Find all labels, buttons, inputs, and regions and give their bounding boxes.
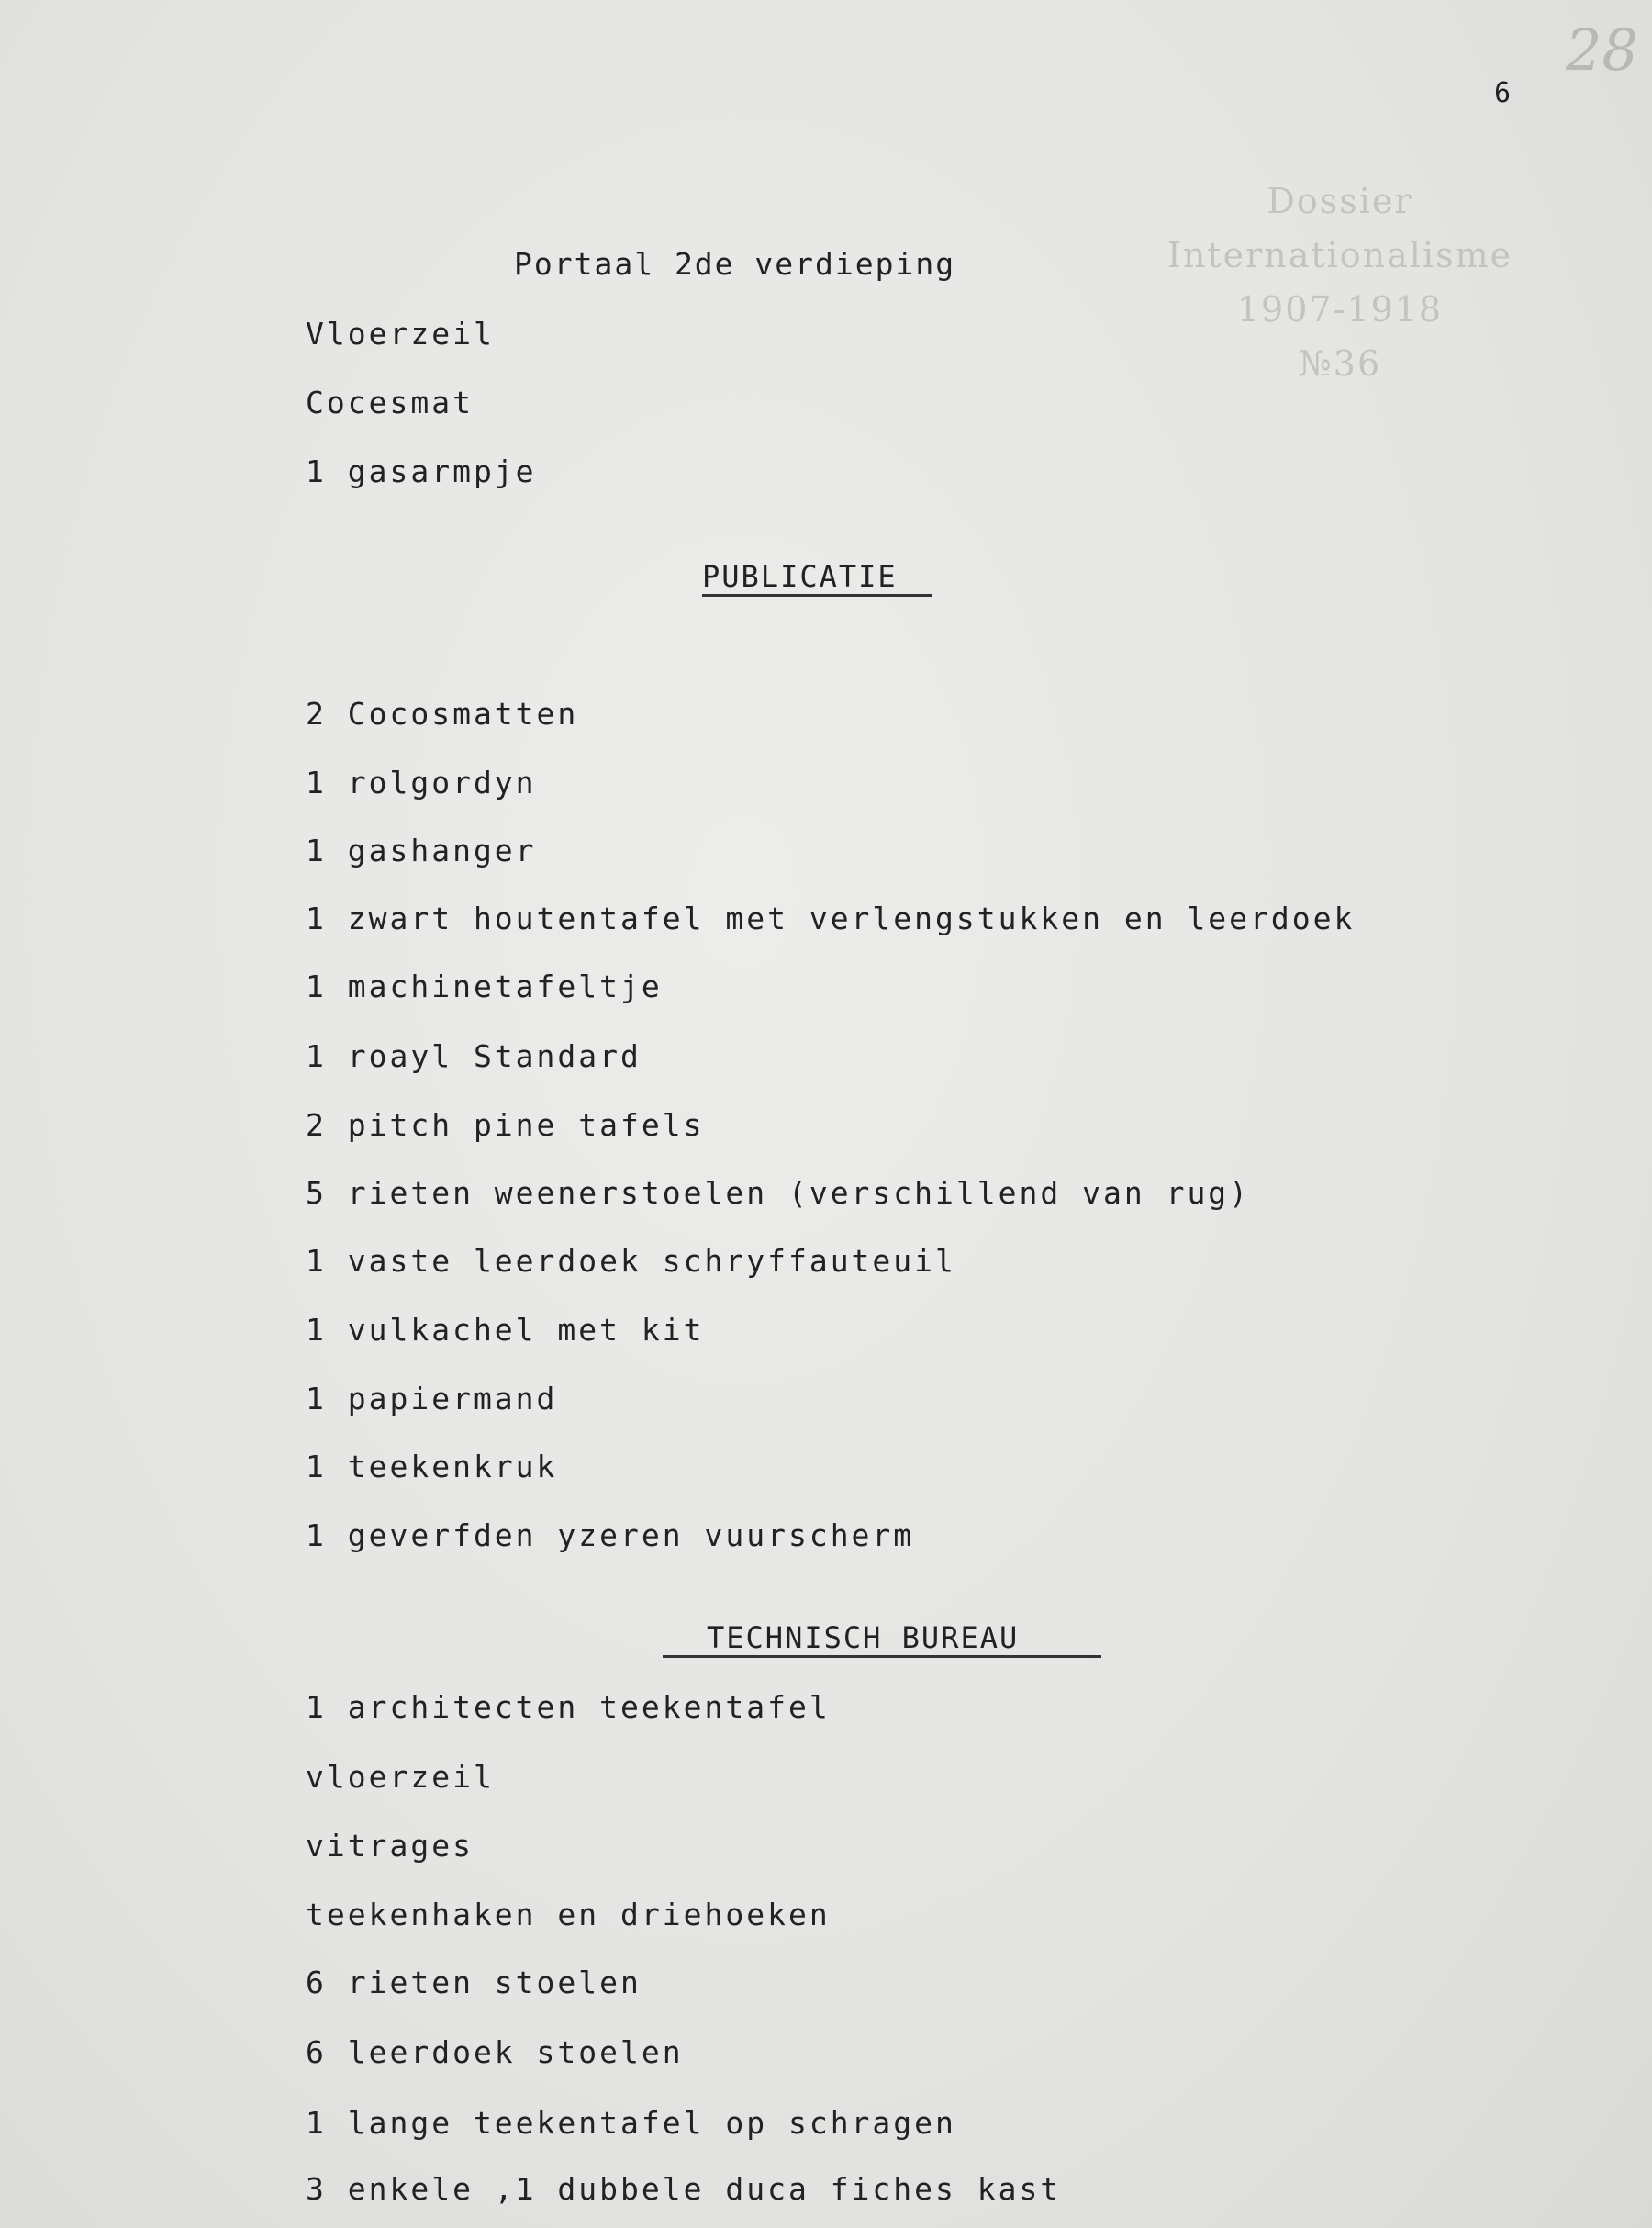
publicatie-item: 1 teekenkruk: [306, 1449, 558, 1484]
technisch-item: 3 enkele ,1 dubbele duca fiches kast: [306, 2171, 1062, 2207]
stamp-line-3: 1907-1918: [1236, 289, 1444, 330]
technisch-item: vitrages: [306, 1828, 474, 1864]
technisch-item: teekenhaken en driehoeken: [306, 1897, 831, 1932]
publicatie-item: 1 gashanger: [306, 833, 537, 868]
stamp-line-4: №36: [1298, 343, 1382, 384]
publicatie-heading-underline: [702, 594, 932, 597]
publicatie-item: 1 vulkachel met kit: [306, 1312, 705, 1348]
publicatie-item: 1 machinetafeltje: [306, 968, 663, 1004]
handwritten-folio-mark: 28: [1566, 17, 1638, 84]
archive-stamp: [1147, 174, 1533, 391]
portaal-item: 1 gasarmpje: [306, 453, 537, 489]
technisch-item: 6 leerdoek stoelen: [306, 2034, 684, 2070]
publicatie-heading: PUBLICATIE: [702, 559, 898, 594]
technisch-item: 1 lange teekentafel op schragen: [306, 2105, 956, 2141]
technisch-bureau-heading-underline: [663, 1655, 1101, 1658]
publicatie-item: 1 vaste leerdoek schryffauteuil: [306, 1243, 956, 1279]
publicatie-item: 1 zwart houtentafel met verlengstukken en leerdoek: [306, 901, 1356, 936]
publicatie-item: 1 roayl Standard: [306, 1038, 642, 1074]
portaal-heading: Portaal 2de verdieping: [514, 246, 956, 282]
publicatie-item: 1 rolgordyn: [306, 765, 537, 801]
portaal-item: Cocesmat: [306, 385, 474, 420]
technisch-item: 6 rieten stoelen: [306, 1965, 642, 2000]
technisch-item: 1 architecten teekentafel: [306, 1689, 831, 1725]
page-number: 6: [1494, 77, 1512, 109]
stamp-line-2: Internationalisme: [1166, 235, 1513, 275]
portaal-item: Vloerzeil: [306, 316, 495, 352]
stamp-line-1: Dossier: [1267, 181, 1413, 221]
technisch-bureau-heading: TECHNISCH BUREAU: [707, 1620, 1020, 1655]
publicatie-item: 2 Cocosmatten: [306, 696, 579, 732]
publicatie-item: 1 papiermand: [306, 1381, 558, 1416]
publicatie-item: 2 pitch pine tafels: [306, 1107, 705, 1143]
publicatie-item: 1 geverfden yzeren vuurscherm: [306, 1517, 915, 1553]
technisch-item: vloerzeil: [306, 1759, 495, 1795]
publicatie-item: 5 rieten weenerstoelen (verschillend van rug): [306, 1175, 1251, 1211]
